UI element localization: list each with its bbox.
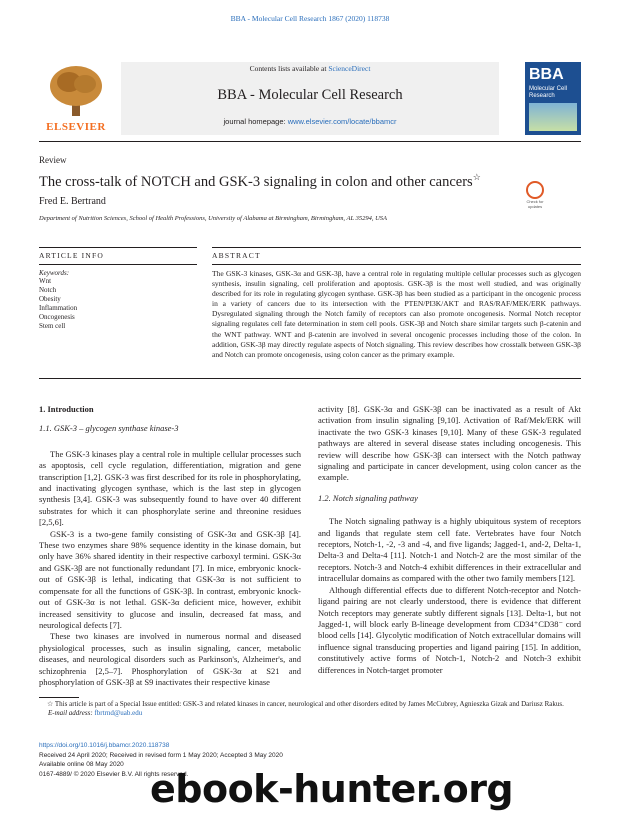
keyword: Stem cell (39, 322, 66, 330)
keyword: Inflammation (39, 304, 78, 312)
elsevier-logo (39, 62, 113, 135)
article-title-text: The cross-talk of NOTCH and GSK-3 signaling in colon and other cancers (39, 173, 473, 190)
cover-title: BBA (529, 66, 564, 83)
watermark: ebook-hunter.org (150, 767, 514, 811)
footnote-rule (39, 697, 79, 698)
paragraph: GSK-3 is a two-gene family consisting of GSK-3α and GSK-3β [4]. These two enzymes share 98% sequence identity in the kinase domain, but only have 36% shared identity in their respective carboxyl termini. GSK-3α and GSK-3β are not functionally redundant [7]. In mice, embryonic knock-out of GSK-3β is lethal, indicating that GSK-3α is not sufficient to compensate for all the functions of GSK-3β. In contrast, embryonic knock-out of GSK-3α is not lethal. GSK-3α deficient mice, however, exhibit increased sensitivity to glucose and insulin, decreased fat mass, and neurological defects [7]. (39, 528, 301, 630)
running-head[interactable]: BBA - Molecular Cell Research 1867 (2020) 118738 (230, 14, 390, 23)
footnote-mark: ☆ (47, 700, 54, 708)
paragraph: The GSK-3 kinases play a central role in multiple cellular processes such as apoptosis, cell cycle regulation, differentiation, migration and gene transcription [1,2]. GSK-3 was first described for its role in phosphorylating, and inactivating glycogen synthase, which is the last step in glycogen synthesis [3,4]. GSK-3 was subsequently found to have over 40 different substrates for which it can phosphorylate serine and threonine residues [2,5,6]. (39, 448, 301, 528)
keyword: Notch (39, 286, 57, 294)
abstract-rule-bottom (39, 378, 581, 379)
keywords-label: Keywords: (39, 269, 70, 277)
keyword: Obesity (39, 295, 61, 303)
email-line (39, 709, 581, 718)
contents-line (121, 64, 499, 73)
masthead-rule (39, 141, 581, 142)
sciencedirect-link[interactable]: ScienceDirect (328, 64, 371, 73)
doi-link[interactable]: https://doi.org/10.1016/j.bbamcr.2020.118738 (39, 742, 170, 749)
paragraph: activity [8]. GSK-3α and GSK-3β can be inactivated as a result of Akt activation from insulin signaling [9,10]. Activation of Raf/Mek/ERK will inactivate the two GSK-3 kinases [9,10]. Many of these GSK-3 regulated pathways are altered in several disease states including oncogenesis. This review will describe how GSK-3β can intersect with the Notch pathway signaling and participate in cancer development, using colon cancer as the example. (318, 404, 581, 483)
homepage-line (121, 117, 499, 126)
abstract-heading: ABSTRACT (212, 251, 261, 260)
footnote-line (39, 700, 581, 709)
article-info-heading: ARTICLE INFO (39, 251, 104, 260)
available-online: Available online 08 May 2020 (39, 761, 124, 769)
body-left-column (39, 404, 301, 688)
footnote-text: This article is part of a Special Issue entitled: GSK-3 and related kinases in cancer, neurological and other disorders edited by James McCubrey, Agnieszka Gizak and Dariusz Rakus. (54, 700, 564, 708)
check-updates-label: Check for updates (526, 199, 544, 209)
journal-name: BBA - Molecular Cell Research (217, 87, 403, 103)
cover-image (529, 103, 577, 131)
paragraph: Although differential effects due to different Notch-receptor and Notch-ligand pairing are not clearly understood, there is evidence that different Notch receptors may generate subtly different signals [13]. Delta-1, but not Jagged-1, will block early B-lineage development from CD34⁺CD38⁻ cord blood cells [14]. Glycolytic modification of Notch extracellular domains will influence signal transducing properties and ligand pairing [15]. In addition, constitutively active forms of Notch-1, Notch-2 and Notch-3 exhibit differences in Notch-target promoter (318, 584, 581, 675)
abstract-rule-top (212, 247, 581, 248)
subsection-heading: 1.1. GSK-3 – glycogen synthase kinase-3 (39, 423, 179, 434)
homepage-link[interactable]: www.elsevier.com/locate/bbamcr (287, 117, 397, 126)
subsection-heading: 1.2. Notch signaling pathway (318, 492, 418, 503)
contents-prefix: Contents lists available at (249, 64, 329, 73)
email-label: E-mail address: (48, 709, 95, 718)
homepage-prefix: journal homepage: (223, 117, 288, 126)
check-updates-icon (526, 181, 544, 199)
info-rule-top (39, 247, 197, 248)
abstract-text: The GSK-3 kinases, GSK-3α and GSK-3β, have a central role in regulating multiple cellular processes such as glycogen synthesis, insulin signaling, cell proliferation and apoptosis. GSK-3β is the most well studied, and was originally described for its role in regulating glycogen synthase. GSK-3β has been studied as a participant in the oncogenic process in a variety of cancers due to its intersection with the PTEN/PI3K/AKT and RAS/RAF/MEK/ERK pathways. Dysregulated signaling through the Notch family of receptors can also promote oncogenesis. Normal Notch receptor signaling regulates cell fate determination in stem cell pools. GSK-3β and Notch share similar targets such β-catenin and the WNT pathway. WNT and β-catenin are involved in several oncogenic processes including those of the colon. In addition, GSK-3β may directly regulate aspects of Notch signaling. This review describes how crosstalk between GSK-3β and Notch can promote oncogenesis, using colon cancer as the primary example. (212, 269, 581, 359)
article-title (39, 172, 481, 191)
info-rule-mid (39, 264, 197, 265)
abstract-rule-mid (212, 264, 581, 265)
paragraph: These two kinases are involved in numerous normal and diseased physiological processes, such as insulin signaling, cancer, metabolic diseases, and neurological disorders such as Parkinson's, Alzheimer's, and schizophrenia [2,5–7]. Phosphorylation of GSK-3α at S21 and phosphorylation of GSK-3β at S9 inactivates their respective kinase (39, 631, 301, 687)
keyword: Wnt (39, 277, 52, 285)
tree-icon (39, 62, 113, 120)
keywords-block (39, 269, 77, 331)
email-link[interactable]: fbrtrnd@uab.edu (94, 709, 143, 718)
body-right-column (318, 404, 581, 676)
received-dates: Received 24 April 2020; Received in revised form 1 May 2020; Accepted 3 May 2020 (39, 751, 283, 759)
title-footnote-mark[interactable]: ☆ (472, 172, 481, 182)
paragraph: The Notch signaling pathway is a highly ubiquitous system of receptors and ligands that regulate stem cell fate. Vertebrates have four Notch receptors, Notch-1, -2, -3 and -4, and five ligands; Jagged-1, and-2, Delta-1, Delta-3 and Delta-4 [11]. Notch-1 and Notch-2 are the most similar of the receptors. Notch-3 and Notch-4 exhibit differences in their extracellular and intracellular domains as compared with the other two family members [12]. (318, 516, 581, 584)
article-type: Review (39, 155, 67, 165)
copyright: 0167-4889/ © 2020 Elsevier B.V. All rights reserved. (39, 770, 189, 778)
check-for-updates-badge[interactable] (521, 181, 549, 209)
affiliation: Department of Nutrition Sciences, School of Health Professions, University of Alabama at Birmingham, Birmingham, AL 35294, USA (39, 215, 388, 222)
journal-masthead (39, 62, 581, 135)
journal-cover (525, 62, 581, 135)
keyword: Oncogenesis (39, 313, 75, 321)
author-name: Fred E. Bertrand (39, 196, 106, 207)
section-heading: 1. Introduction (39, 404, 94, 414)
cover-subtitle: Molecular Cell Research (529, 86, 568, 99)
elsevier-wordmark: ELSEVIER (46, 121, 106, 133)
masthead-center (121, 62, 499, 135)
footnote (39, 700, 581, 719)
